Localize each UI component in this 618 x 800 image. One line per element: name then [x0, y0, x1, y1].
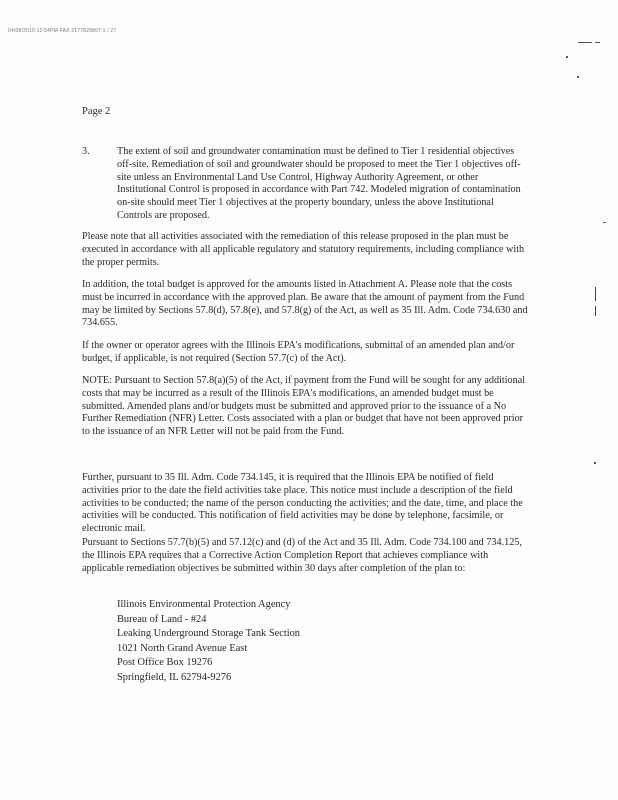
paragraph-text: If the owner or operator agrees with the Illinois EPA's modifications, submittal of an amended plan and/or budget, if applicable, is not required (Section 57.7(c) of the Act).: [82, 340, 515, 364]
scan-speck: [594, 462, 596, 464]
address-line: 1021 North Grand Avenue East: [117, 642, 248, 654]
list-item-text: [117, 146, 530, 223]
paragraph-budget-approval: [82, 279, 529, 330]
paragraph-text: NOTE: Pursuant to Section 57.8(a)(5) of the Act, if payment from the Fund will be sought for any additional costs that may be incurred as a result of the Illinois EPA's modifications, an amended budget must be submitted. Amended plans and/or budgets must be submitted and approved prior to the issuance of a No Further Remediation (NFR) Letter. Costs associated with a plan or budget that have not been approved prior to the issuance of an NFR Letter will not be paid from the Fund.: [82, 375, 526, 438]
scan-speck: [603, 222, 606, 223]
scan-margin-mark: [595, 287, 596, 301]
address-line: Leaking Underground Storage Tank Section: [117, 628, 300, 640]
mailing-address: [117, 598, 300, 686]
scan-margin-mark: [595, 306, 596, 316]
scan-speck: [566, 56, 568, 58]
list-item-paragraph: The extent of soil and groundwater contamination must be defined to Tier 1 residential objectives off-site. Remediation of soil and groundwater should be proposed to meet the Tier 1 objectives off-site unless an Environmental Land Use Control, Highway Authority Agreement, or other Institutional Control is proposed in accordance with Part 742. Modeled migration of contamination on-site should meet Tier 1 objectives at the property boundary, unless the above Institutional Controls are proposed.: [117, 146, 521, 221]
scan-speck: [578, 42, 592, 43]
address-line: Post Office Box 19276: [117, 657, 213, 669]
paragraph-text: Further, pursuant to 35 Ill. Adm. Code 734.145, it is required that the Illinois EPA be notified of field activities prior to the date the field activities take place. This notice must include a description of the field activities to be conducted; the name of the person conducting the activities; and the date, time, and place the activities will be conducted. This notification of field activities may be done by telephone, facsimile, or electronic mail.: [82, 472, 523, 535]
address-line: Illinois Environmental Protection Agency: [117, 599, 291, 610]
page-number: Page 2: [82, 106, 111, 117]
address-line: Bureau of Land - #24: [117, 613, 207, 625]
address-line: Springfield, IL 62794-9276: [117, 671, 232, 683]
scan-speck: [595, 42, 600, 43]
paragraph-note: [82, 375, 529, 439]
paragraph-completion-report: [82, 537, 529, 575]
paragraph-remediation-note: [82, 231, 529, 269]
paragraph-text: Pursuant to Sections 57.7(b)(5) and 57.12(c) and (d) of the Act and 35 Ill. Adm. Code 734.100 and 734.125, the Illinois EPA requires that a Corrective Action Completion Report that achieves compliance with applicable remediation objectives be submitted within 30 days after completion of the plan to:: [82, 537, 522, 574]
paragraph-text: In addition, the total budget is approved for the amounts listed in Attachment A. Please note that the costs must be incurred in accordance with the approved plan. Be aware that the amount of payment from the Fund may be limited by Sections 57.8(d), 57.8(e), and 57.8(g) of the Act, as well as 35 Ill. Adm. Code 734.630 and 734.655.: [82, 279, 528, 329]
paragraph-modifications: [82, 340, 529, 366]
list-item-number: 3.: [82, 146, 90, 157]
paragraph-text: Please note that all activities associated with the remediation of this release proposed in the plan must be executed in accordance with all applicable regulatory and statutory requirements, including compliance with the proper permits.: [82, 231, 525, 268]
scan-speck: [577, 76, 579, 78]
paragraph-field-activities: [82, 472, 529, 536]
fax-header: 04/08/2010 12:54PM FAX 2177829807 1 / 27: [8, 28, 117, 34]
